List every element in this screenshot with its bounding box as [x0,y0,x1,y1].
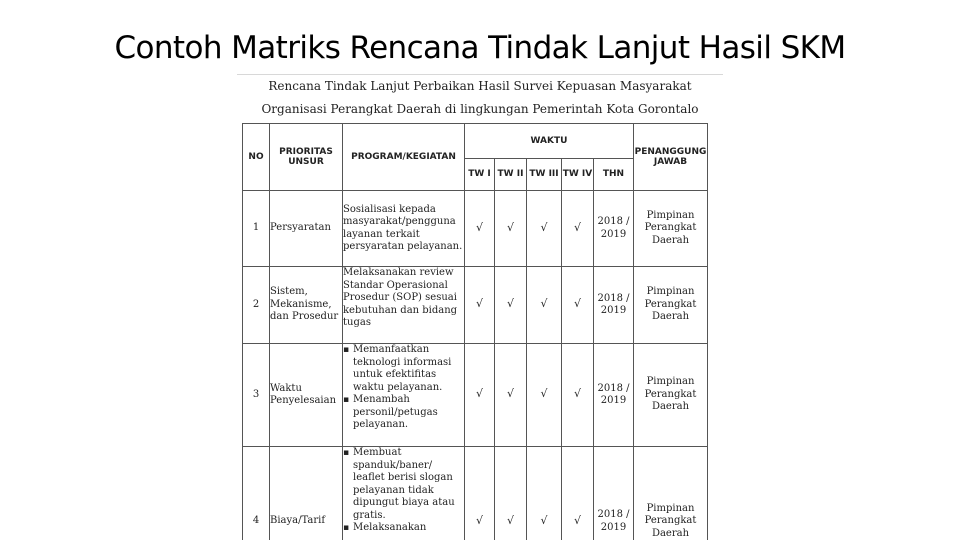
list-item: ▪ Memanfaatkan teknologi informasi untuk efektifitas waktu pelayanan. [353,344,464,394]
row-number: 1 [243,191,270,267]
row-penanggung-jawab: Pimpinan Perangkat Daerah [634,447,708,540]
row-unsur: Persyaratan [270,191,343,267]
check-mark: √ [573,387,581,401]
check-mark: √ [573,297,581,311]
program-list [343,344,464,432]
list-item: ▪ Menambah personil/petugas pelayanan. [353,394,464,432]
table-row [243,191,708,267]
check-mark: √ [475,387,483,401]
check-mark: √ [506,513,514,527]
check-mark: √ [506,297,514,311]
check-mark: √ [573,220,581,234]
check-mark: √ [540,513,548,527]
row-program: Sosialisasi kepada masyarakat/pengguna layanan terkait persyaratan pelayanan. [343,191,465,267]
row-unsur: Waktu Penyelesaian [270,344,343,447]
row-year: 2018 / 2019 [594,344,634,447]
document-image [237,73,723,540]
header-prioritas-unsur: PRIORITAS UNSUR [270,124,343,191]
check-mark: √ [506,387,514,401]
table-row [243,447,708,540]
document-top-rule [237,74,723,75]
check-mark: √ [475,513,483,527]
header-thn: THN [594,159,634,191]
list-item: ▪ Membuat spanduk/baner/ leaflet berisi slogan pelayanan tidak dipungut biaya atau gratis. [353,447,464,522]
row-program: Melaksanakan review Standar Operasional Prosedur (SOP) sesuai kebutuhan dan bidang tugas [343,267,465,344]
list-item: ▪ Melaksanakan [353,522,464,535]
check-mark: √ [506,220,514,234]
row-unsur: Sistem, Mekanisme, dan Prosedur [270,267,343,344]
header-tw-1: TW I [465,159,495,191]
header-tw-4: TW IV [562,159,594,191]
row-penanggung-jawab: Pimpinan Perangkat Daerah [634,344,708,447]
table-row [243,344,708,447]
check-mark: √ [475,297,483,311]
row-number: 2 [243,267,270,344]
document-heading-1: Rencana Tindak Lanjut Perbaikan Hasil Survei Kepuasan Masyarakat [268,79,692,93]
row-number: 4 [243,447,270,540]
header-program-kegiatan: PROGRAM/KEGIATAN [343,124,465,191]
check-mark: √ [540,220,548,234]
action-plan-matrix [242,123,708,540]
row-unsur: Biaya/Tarif [270,447,343,540]
check-mark: √ [540,297,548,311]
row-year: 2018 / 2019 [594,267,634,344]
row-program [343,447,465,540]
table-row [243,267,708,344]
header-no: NO [243,124,270,191]
header-waktu: WAKTU [465,124,634,159]
program-list [343,447,464,535]
row-program [343,344,465,447]
row-year: 2018 / 2019 [594,191,634,267]
row-number: 3 [243,344,270,447]
header-tw-2: TW II [495,159,527,191]
header-penanggung-jawab: PENANGGUNG JAWAB [634,124,708,191]
check-mark: √ [475,220,483,234]
check-mark: √ [573,513,581,527]
row-penanggung-jawab: Pimpinan Perangkat Daerah [634,267,708,344]
slide-title: Contoh Matriks Rencana Tindak Lanjut Hasil SKM [114,30,846,66]
document-heading-2: Organisasi Perangkat Daerah di lingkungan Pemerintah Kota Gorontalo [261,102,699,116]
row-penanggung-jawab: Pimpinan Perangkat Daerah [634,191,708,267]
row-year: 2018 / 2019 [594,447,634,540]
check-mark: √ [540,387,548,401]
header-tw-3: TW III [527,159,562,191]
